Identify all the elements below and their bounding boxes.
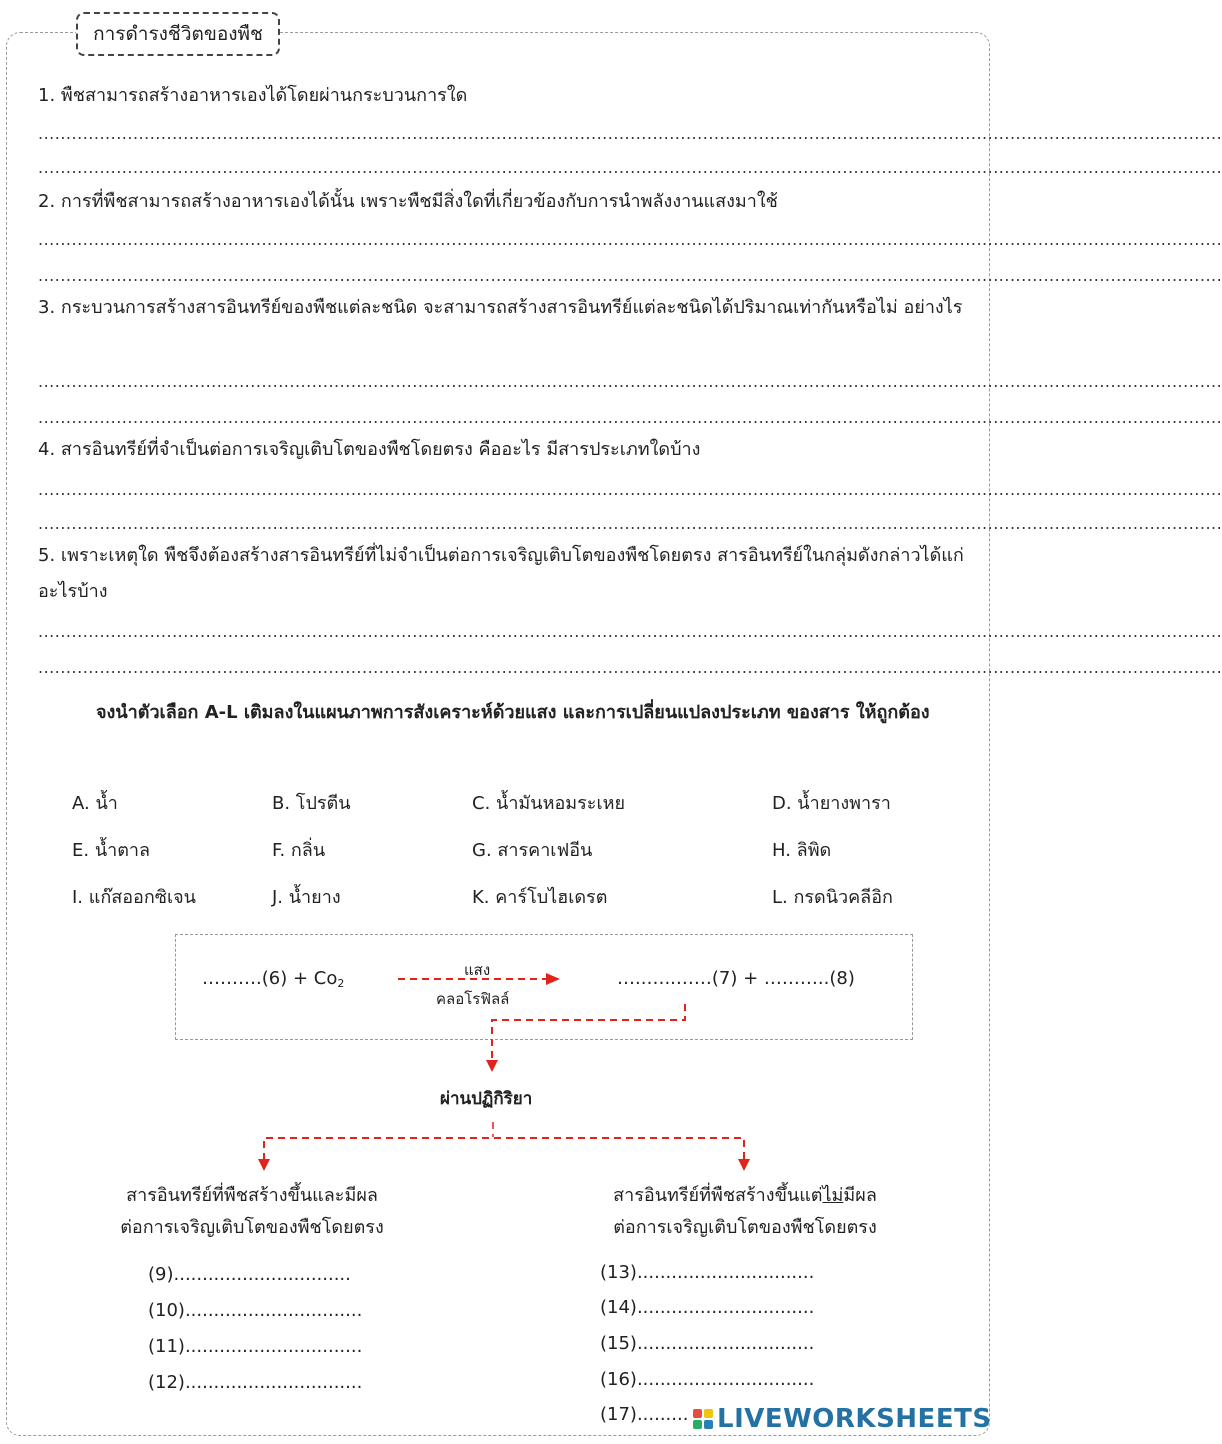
blank-6[interactable]: ……….(6) + Co — [202, 968, 338, 989]
instruction-text: จงนำตัวเลือก A-L เติมลงในแผนภาพการสังเคราะห์ด้วยแสง และการเปลี่ยนแปลงประเภท ของสาร ให้ถูกต้อง — [96, 702, 930, 723]
group-right-line1 — [590, 1180, 900, 1212]
answer-line[interactable]: .................................................................................................................................................................................................................... — [38, 230, 1222, 249]
group-right-title — [590, 1180, 900, 1244]
answer-line[interactable]: .................................................................................................................................................................................................................... — [38, 480, 1222, 499]
option-e: E. น้ำตาล — [72, 840, 151, 861]
question-1 — [38, 78, 983, 114]
arrow-label-bottom: คลอโรฟิลล์ — [436, 990, 510, 1008]
answer-line[interactable]: .................................................................................................................................................................................................................... — [38, 124, 1222, 143]
equation-left — [202, 968, 344, 990]
answer-line[interactable]: .................................................................................................................................................................................................................... — [38, 372, 1222, 391]
answer-line[interactable]: .................................................................................................................................................................................................................... — [38, 622, 1222, 641]
group-left-title — [92, 1180, 412, 1244]
question-number: 3. — [38, 297, 56, 318]
option-i: I. แก๊สออกซิเจน — [72, 887, 196, 908]
answer-line[interactable]: .................................................................................................................................................................................................................... — [38, 408, 1222, 427]
blank-10[interactable]: (10)............................... — [148, 1300, 363, 1321]
question-number: 1. — [38, 85, 56, 106]
question-number: 4. — [38, 439, 56, 460]
option-a: A. น้ำ — [72, 793, 118, 814]
liveworksheets-logo — [693, 1404, 992, 1434]
blank-14[interactable]: (14)............................... — [600, 1297, 815, 1318]
question-5 — [38, 538, 983, 610]
question-text: เพราะเหตุใด พืชจึงต้องสร้างสารอินทรีย์ที่ไม่จำเป็นต่อการเจริญเติบโตของพืชโดยตรง สารอินทรีย์ในกลุ่มดังกล่าวได้แก่อะไรบ้าง — [38, 545, 964, 602]
blank-16[interactable]: (16)............................... — [600, 1369, 815, 1390]
page-title: การดำรงชีวิตของพืช — [76, 12, 280, 56]
blank-11[interactable]: (11)............................... — [148, 1336, 363, 1357]
logo-text: LIVEWORKSHEETS — [717, 1404, 992, 1434]
group-right-line2: ต่อการเจริญเติบโตของพืชโดยตรง — [613, 1217, 877, 1238]
blank-13[interactable]: (13)............................... — [600, 1262, 815, 1283]
option-l: L. กรดนิวคลีอิก — [772, 887, 893, 908]
blank-9[interactable]: (9)............................... — [148, 1264, 351, 1285]
arrow-label-top: แสง — [464, 961, 491, 979]
subscript: 2 — [337, 977, 345, 990]
equation-right[interactable]: …..…..……(7) + ………..(8) — [617, 968, 855, 989]
question-text: พืชสามารถสร้างอาหารเองได้โดยผ่านกระบวนการใด — [60, 85, 468, 106]
answer-line[interactable]: .................................................................................................................................................................................................................... — [38, 158, 1222, 177]
group-left-line2: ต่อการเจริญเติบโตของพืชโดยตรง — [120, 1217, 384, 1238]
answer-line[interactable]: .................................................................................................................................................................................................................... — [38, 266, 1222, 285]
blank-17[interactable]: (17)......... — [600, 1404, 689, 1425]
question-number: 5. — [38, 545, 56, 566]
option-b: B. โปรตีน — [272, 793, 351, 814]
question-text: การที่พืชสามารถสร้างอาหารเองได้นั้น เพราะพืชมีสิ่งใดที่เกี่ยวข้องกับการนำพลังงานแสงมาใช้ — [60, 191, 778, 212]
question-number: 2. — [38, 191, 56, 212]
text-part: สารอินทรีย์ที่พืชสร้างขึ้นแต่ — [613, 1185, 823, 1206]
question-3 — [38, 290, 983, 326]
text-part: มีผล — [843, 1185, 877, 1206]
option-k: K. คาร์โบไฮเดรต — [472, 887, 608, 908]
question-text: กระบวนการสร้างสารอินทรีย์ของพืชแต่ละชนิด จะสามารถสร้างสารอินทรีย์แต่ละชนิดได้ปริมาณเท่ากันหรือไม่ อย่างไร — [60, 297, 963, 318]
option-c: C. น้ำมันหอมระเหย — [472, 793, 626, 814]
option-h: H. ลิพิด — [772, 840, 832, 861]
question-4 — [38, 432, 983, 468]
reaction-label: ผ่านปฏิกิริยา — [440, 1089, 533, 1109]
option-j: J. น้ำยาง — [272, 887, 341, 908]
option-f: F. กลิ่น — [272, 840, 326, 861]
option-g: G. สารคาเฟอีน — [472, 840, 593, 861]
underlined-text: ไม่ — [822, 1185, 844, 1206]
answer-line[interactable]: .................................................................................................................................................................................................................... — [38, 514, 1222, 533]
question-text: สารอินทรีย์ที่จำเป็นต่อการเจริญเติบโตของพืชโดยตรง คืออะไร มีสารประเภทใดบ้าง — [60, 439, 701, 460]
blank-12[interactable]: (12)............................... — [148, 1372, 363, 1393]
option-d: D. น้ำยางพารา — [772, 793, 891, 814]
blank-15[interactable]: (15)............................... — [600, 1333, 815, 1354]
group-left-line1: สารอินทรีย์ที่พืชสร้างขึ้นและมีผล — [126, 1185, 378, 1206]
question-2 — [38, 184, 983, 220]
answer-line[interactable]: .................................................................................................................................................................................................................... — [38, 658, 1222, 677]
liveworksheets-icon — [693, 1409, 713, 1429]
